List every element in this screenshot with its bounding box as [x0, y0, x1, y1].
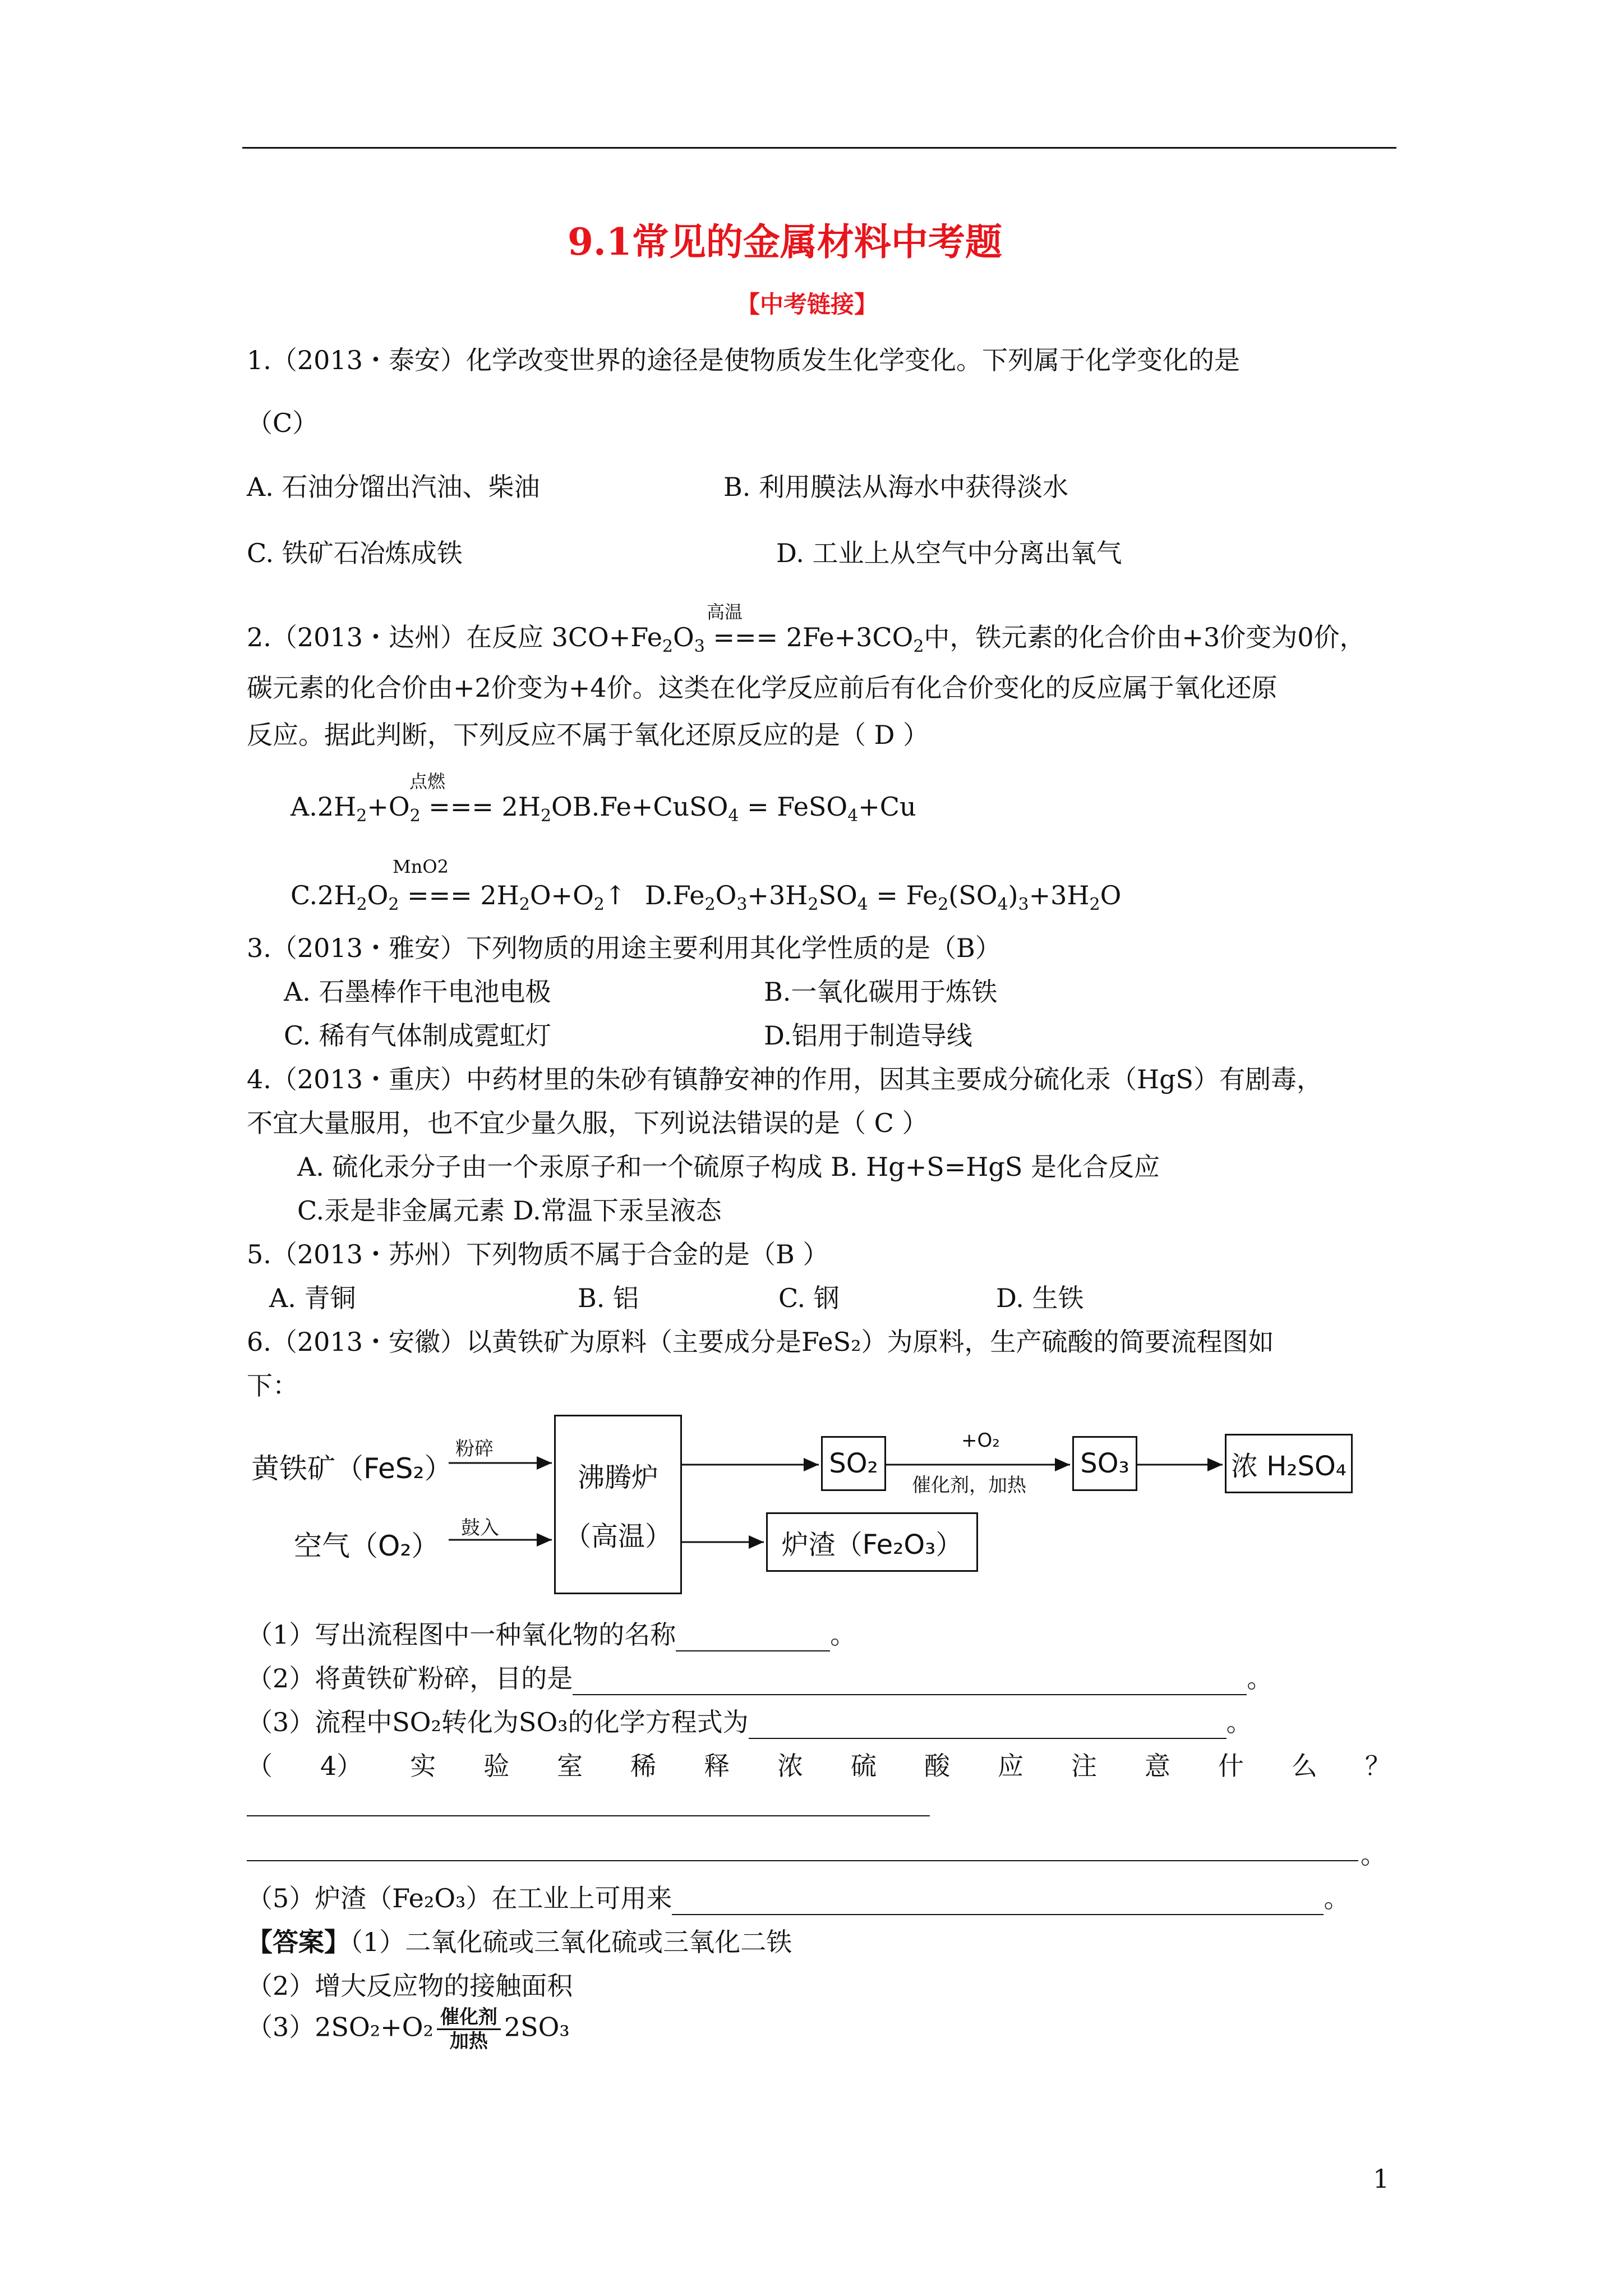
- furnace-temp-label: （高温）: [564, 1521, 672, 1552]
- q3-option-c: C. 稀有气体制成霓虹灯: [284, 1020, 551, 1051]
- answer-line-4a[interactable]: [247, 1815, 930, 1816]
- answer-3: （3）2SO₂+O₂ $\frac{\text{催化剂}}{\text{加热}}$ 2SO₃: [247, 2006, 570, 2053]
- section-label: 【中考链接】: [736, 291, 878, 318]
- pyrite-label: 黄铁矿（FeS₂）: [251, 1452, 453, 1485]
- q1-answer: （C）: [247, 408, 319, 438]
- q6-stem: 6.（2013・安徽）以黄铁矿为原料（主要成分是FeS₂）为原料，生产硫酸的简要流程图如: [247, 1327, 1274, 1357]
- q6-part4-period: 。: [1361, 1839, 1386, 1870]
- q3-option-d: D.铝用于制造导线: [764, 1020, 972, 1051]
- q1-option-b: B. 利用膜法从海水中获得淡水: [723, 472, 1069, 502]
- q6-part4: （ 4） 实 验 室 稀 释 浓 硫 酸 应 注 意 什 么 ？: [247, 1751, 1391, 1781]
- q1-option-c: C. 铁矿石冶炼成铁: [247, 538, 463, 568]
- acid-box: 浓 H₂SO₄: [1225, 1434, 1353, 1493]
- furnace-label: 沸腾炉: [577, 1462, 658, 1493]
- page-number: 1: [1373, 2164, 1390, 2194]
- answer-1: 【答案】（1）二氧化硫或三氧化硫或三氧化二铁: [247, 1927, 792, 1957]
- furnace-box: [554, 1415, 682, 1594]
- crush-label: 粉碎: [455, 1438, 494, 1460]
- q2-condition: 高温: [707, 601, 743, 623]
- q1-option-a: A. 石油分馏出汽油、柴油: [247, 472, 540, 502]
- answer-blank-3[interactable]: [749, 1715, 1227, 1739]
- air-label: 空气（O₂）: [294, 1530, 440, 1562]
- q6-part5: （5）炉渣（Fe₂O₃）在工业上可用来 。: [247, 1881, 1349, 1915]
- q2-line3: 反应。据此判断，下列反应不属于氧化还原反应的是（ D ）: [247, 720, 929, 750]
- page-title: 9.1常见的金属材料中考题: [568, 220, 1002, 264]
- q2-option-a-b: $A.2H_2+O_2$ === $2H_2OB.Fe+CuSO_4$ = FeSO$_4$+Cu: [291, 792, 916, 826]
- answer-blank-2[interactable]: [573, 1672, 1247, 1695]
- answer-2: （2）增大反应物的接触面积: [247, 1971, 573, 2001]
- q3-option-a: A. 石墨棒作干电池电极: [284, 977, 551, 1007]
- blow-label: 鼓入: [461, 1517, 499, 1539]
- q1-stem: 1.（2013・泰安）化学改变世界的途径是使物质发生化学变化。下列属于化学变化的是: [247, 345, 1240, 375]
- reaction-condition: $\frac{\text{催化剂}}{\text{加热}}$: [437, 2006, 501, 2053]
- q1-option-d: D. 工业上从空气中分离出氧气: [776, 538, 1122, 568]
- q2-c-condition: MnO2: [393, 856, 449, 877]
- q5-option-a: A. 青铜: [269, 1283, 356, 1313]
- q5-option-b: B. 铝: [578, 1283, 639, 1313]
- q5-option-c: C. 钢: [778, 1283, 840, 1313]
- answer-blank-1[interactable]: [676, 1628, 830, 1651]
- q3-option-b: B.一氧化碳用于炼铁: [764, 977, 998, 1007]
- q4-stem: 4.（2013・重庆）中药材里的朱砂有镇静安神的作用，因其主要成分硫化汞（HgS）有剧毒，: [247, 1064, 1323, 1094]
- answer-line-4b[interactable]: [247, 1860, 1358, 1861]
- q2-option-c: $C.2H_2O_2$ === $2H_2O+O_2↑$: [291, 880, 626, 914]
- catalyst-label: 催化剂，加热: [912, 1474, 1026, 1497]
- q4-line3: A. 硫化汞分子由一个汞原子和一个硫原子构成 B. Hg+S=HgS 是化合反应: [297, 1152, 1160, 1182]
- q2-line2: 碳元素的化合价由+2价变为+4价。这类在化学反应前后有化合价变化的反应属于氧化还原: [247, 673, 1278, 703]
- q2-stem: 2.（2013・达州）在反应 $3CO+Fe_2O_3$ === $2Fe+3CO_2$中，铁元素的化合价由+3价变为0价，: [247, 622, 1366, 656]
- q6-part1: （1）写出流程图中一种氧化物的名称 。: [247, 1618, 856, 1651]
- q4-line2: 不宜大量服用，也不宜少量久服，下列说法错误的是（ C ）: [247, 1108, 928, 1138]
- q6-part2: （2）将黄铁矿粉碎，目的是 。: [247, 1662, 1272, 1695]
- so3-box: SO₃: [1072, 1436, 1137, 1491]
- slag-box: 炉渣（Fe₂O₃）: [766, 1512, 978, 1572]
- q2-a-condition: 点燃: [409, 771, 446, 792]
- so2-box: SO₂: [821, 1436, 886, 1491]
- q5-option-d: D. 生铁: [996, 1283, 1084, 1313]
- o2-label: +O₂: [961, 1429, 1000, 1452]
- q5-stem: 5.（2013・苏州）下列物质不属于合金的是（B ）: [247, 1239, 829, 1269]
- q3-stem: 3.（2013・雅安）下列物质的用途主要利用其化学性质的是（B）: [247, 933, 1001, 963]
- q2-option-d: $D.Fe_2O_3+3H_2SO_4 = Fe_2(SO_4)_3+3H_2O$: [645, 880, 1122, 914]
- answer-blank-5[interactable]: [672, 1892, 1324, 1915]
- q4-line4: C.汞是非金属元素 D.常温下汞呈液态: [297, 1195, 722, 1226]
- q6-part3: （3）流程中SO₂转化为SO₃的化学方程式为 。: [247, 1705, 1252, 1739]
- q6-line2: 下：: [247, 1370, 298, 1401]
